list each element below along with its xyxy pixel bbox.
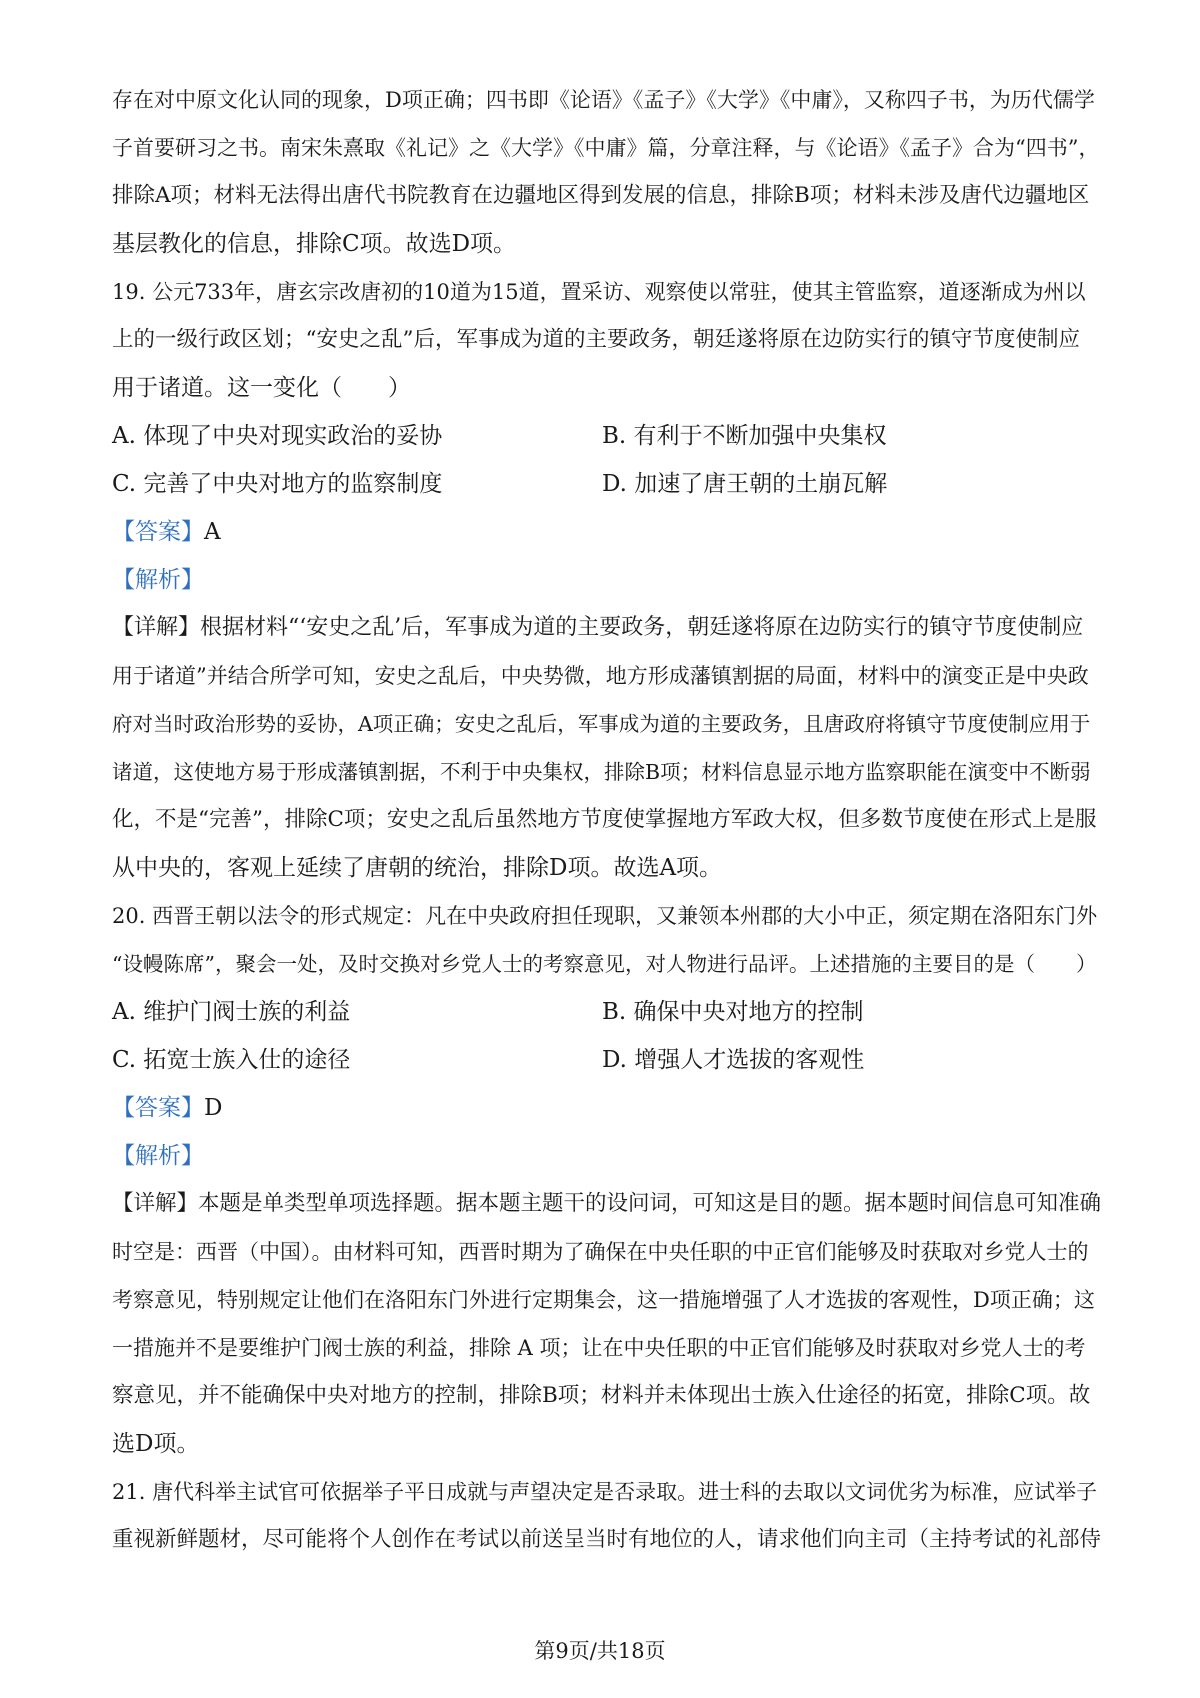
intro-line-4: 基层教化的信息，排除C项。故选D项。 — [112, 231, 517, 257]
intro-line-1: 存在对中原文化认同的现象，D项正确；四书即《论语》《孟子》《大学》《中庸》，又称四子书，为历代儒学 — [112, 88, 1095, 112]
page-number: 第9页/共18页 — [534, 1639, 666, 1663]
q20-detail-text-1: 本题是单类型单项选择题。据本题主题干的设问词，可知这是目的题。据本题时间信息可知准确 — [198, 1191, 1102, 1216]
q20-detail-line-6: 选D项。 — [112, 1431, 200, 1457]
q19-detail-line-4: 诸道，这使地方易于形成藩镇割据，不利于中央集权，排除B项；材料信息显示地方监察职能在演变中不断弱 — [112, 760, 1091, 784]
q19-detail-tag: 【详解】 — [112, 615, 201, 640]
q20-option-c: C. 拓宽士族入仕的途径 — [112, 1047, 351, 1073]
q19-stem-line-3: 用于诸道。这一变化（ ） — [112, 375, 411, 401]
q19-stem-line-2: 上的一级行政区划；“安史之乱”后，军事成为道的主要政务，朝廷遂将原在边防实行的镇守节度使制应 — [112, 327, 1080, 352]
q19-answer-tag: 【答案】 — [112, 519, 204, 545]
q20-detail-line-2: 时空是：西晋（中国）。由材料可知，西晋时期为了确保在中央任职的中正官们能够及时获取对乡党人士的 — [112, 1240, 1089, 1264]
q19-detail-line-2: 用于诸道”并结合所学可知，安史之乱后，中央势微，地方形成藩镇割据的局面，材料中的演变正是中央政 — [112, 664, 1089, 688]
q19-answer-value: A — [204, 519, 221, 545]
intro-line-3: 排除A项；材料无法得出唐代书院教育在边疆地区得到发展的信息，排除B项；材料未涉及唐代边疆地区 — [112, 183, 1090, 208]
q19-option-c: C. 完善了中央对地方的监察制度 — [112, 471, 443, 497]
q20-detail-line-1 — [112, 1180, 1102, 1228]
q20-option-d: D. 增强人才选拔的客观性 — [602, 1047, 865, 1073]
q20-option-b: B. 确保中央对地方的控制 — [602, 999, 864, 1025]
q20-answer-tag: 【答案】 — [112, 1095, 204, 1121]
intro-line-2: 子首要研习之书。南宋朱熹取《礼记》之《大学》《中庸》篇，分章注释，与《论语》《孟子》合为“四书”， — [112, 136, 1100, 160]
q19-detail-text-1: 根据材料“‘安史之乱’后，军事成为道的主要政务，朝廷遂将原在边防实行的镇守节度使制应 — [200, 615, 1084, 640]
q20-answer-line — [112, 1084, 1102, 1132]
q19-option-b: B. 有利于不断加强中央集权 — [602, 423, 887, 449]
q19-answer-line — [112, 508, 1102, 556]
q20-stem-line-1: 20. 西晋王朝以法令的形式规定：凡在中央政府担任现职，又兼领本州郡的大小中正，须定期在洛阳东门外 — [112, 904, 1098, 928]
q20-detail-line-4: 一措施并不是要维护门阀士族的利益，排除 A 项；让在中央任职的中正官们能够及时获取对乡党人士的考 — [112, 1336, 1086, 1360]
q19-analysis-tag: 【解析】 — [112, 567, 204, 593]
q19-detail-line-3: 府对当时政治形势的妥协，A项正确；安史之乱后，军事成为道的主要政务，且唐政府将镇守节度使制应用于 — [112, 712, 1091, 736]
q19-detail-line-1 — [112, 604, 1102, 652]
q20-detail-tag: 【详解】 — [112, 1191, 199, 1216]
q20-answer-value: D — [204, 1095, 223, 1121]
q20-detail-line-3: 考察意见，特别规定让他们在洛阳东门外进行定期集会，这一措施增强了人才选拔的客观性，D项正确；这 — [112, 1288, 1095, 1312]
q19-detail-line-6: 从中央的，客观上延续了唐朝的统治，排除D项。故选A项。 — [112, 855, 723, 881]
q20-option-a: A. 维护门阀士族的利益 — [112, 999, 351, 1025]
q20-stem-line-2: “设幔陈席”，聚会一处，及时交换对乡党人士的考察意见，对人物进行品评。上述措施的主要目的是（ ） — [112, 952, 1097, 976]
q20-detail-line-5: 察意见，并不能确保中央对地方的控制，排除B项；材料并未体现出士族入仕途径的拓宽，排除C项。故 — [112, 1383, 1091, 1408]
q19-detail-line-5: 化，不是“完善”，排除C项；安史之乱后虽然地方节度使掌握地方军政大权，但多数节度使在形式上是服 — [112, 807, 1097, 832]
q19-option-d: D. 加速了唐王朝的土崩瓦解 — [602, 471, 888, 497]
q21-stem-line-1: 21. 唐代科举主试官可依据举子平日成就与声望决定是否录取。进士科的去取以文词优劣为标准，应试举子 — [112, 1480, 1098, 1504]
q21-stem-line-2: 重视新鲜题材，尽可能将个人创作在考试以前送呈当时有地位的人，请求他们向主司（主持考试的礼部侍 — [112, 1527, 1102, 1552]
q19-stem-line-1: 19. 公元733年，唐玄宗改唐初的10道为15道，置采访、观察使以常驻，使其主管监察，道逐渐成为州以 — [112, 280, 1086, 304]
q20-analysis-tag: 【解析】 — [112, 1143, 204, 1169]
q19-option-a: A. 体现了中央对现实政治的妥协 — [112, 423, 443, 449]
